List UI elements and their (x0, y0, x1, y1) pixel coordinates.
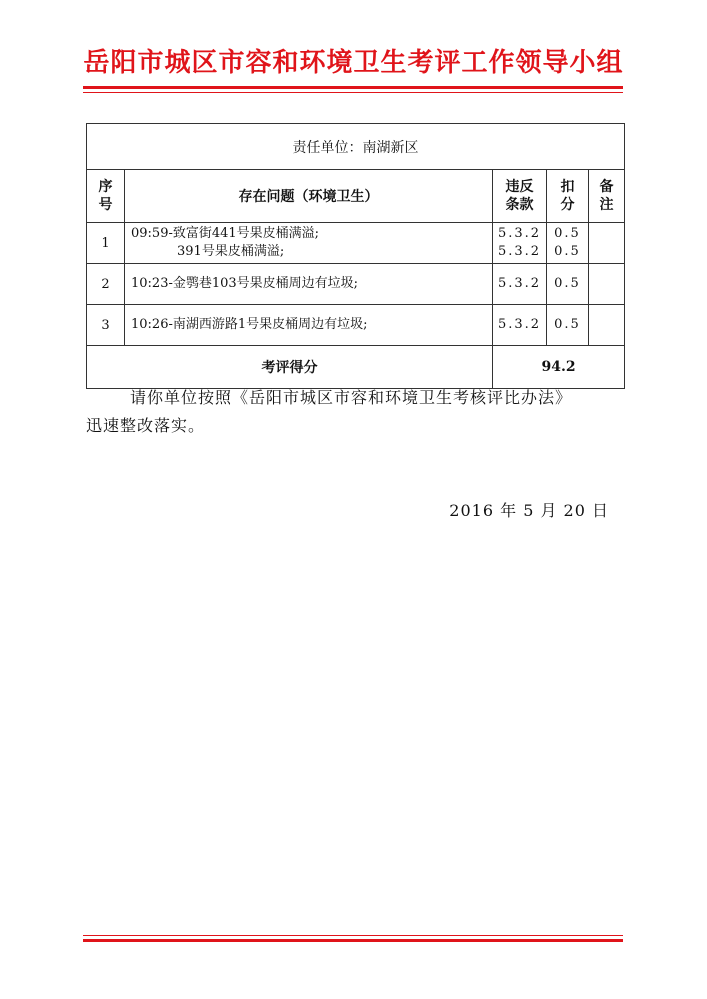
score-value: 94.2 (493, 346, 625, 389)
col-clause-header-line: 条款 (505, 197, 534, 213)
unit-label: 责任单位： (292, 139, 363, 156)
row-remark (589, 305, 625, 346)
header-rule-thick (83, 86, 623, 89)
clause-line: 5.3.2 (497, 317, 542, 332)
deduct-line: 0.5 (554, 317, 581, 332)
row-seq: 2 (87, 264, 125, 305)
row-clause (493, 223, 547, 264)
col-deduct-header-line: 分 (560, 197, 575, 213)
row-seq: 3 (87, 305, 125, 346)
deduct-line: 0.5 (554, 244, 581, 259)
deduct-line: 0.5 (554, 226, 581, 241)
table-row (87, 223, 625, 264)
unit-row (87, 124, 625, 170)
row-clause (493, 305, 547, 346)
row-problem (125, 305, 493, 346)
col-deduct-header-line: 扣 (560, 179, 575, 195)
unit-name: 南湖新区 (362, 139, 419, 156)
row-deduct (547, 264, 589, 305)
footer-rule-thin (83, 935, 623, 936)
col-deduct-header (547, 170, 589, 223)
score-row (87, 346, 625, 389)
problem-line: 10:26-南湖西游路1号果皮桶周边有垃圾; (131, 317, 368, 332)
score-label: 考评得分 (87, 346, 493, 389)
row-deduct (547, 223, 589, 264)
row-clause (493, 264, 547, 305)
table-row (87, 305, 625, 346)
col-seq-header-line: 号 (98, 197, 113, 213)
col-remark-header (589, 170, 625, 223)
col-seq-header (87, 170, 125, 223)
document-header-title: 岳阳市城区市容和环境卫生考评工作领导小组 (83, 48, 624, 78)
clause-line: 5.3.2 (497, 244, 542, 259)
document-date: 2016 年 5 月 20 日 (449, 501, 609, 520)
problem-line: 391号果皮桶满溢; (177, 244, 285, 259)
row-deduct (547, 305, 589, 346)
instruction-paragraph (86, 384, 626, 440)
row-problem (125, 264, 493, 305)
row-problem (125, 223, 493, 264)
col-remark-header-line: 备 (599, 179, 614, 195)
col-seq-header-line: 序 (98, 179, 113, 195)
problem-line: 10:23-金鹗巷103号果皮桶周边有垃圾; (131, 276, 359, 291)
problem-line: 09:59-致富街441号果皮桶满溢; (131, 226, 320, 241)
header-row (87, 170, 625, 223)
col-problem-header: 存在问题（环境卫生） (125, 170, 493, 223)
deduct-line: 0.5 (554, 276, 581, 291)
col-clause-header (493, 170, 547, 223)
instruction-line: 请你单位按照《岳阳市城区市容和环境卫生考核评比办法》 (130, 388, 573, 407)
col-remark-header-line: 注 (599, 197, 614, 213)
unit-cell (87, 124, 625, 170)
instruction-line: 迅速整改落实。 (86, 416, 206, 435)
footer-rule-thick (83, 939, 623, 942)
header-rule-thin (83, 92, 623, 93)
inspection-table (86, 123, 625, 389)
col-clause-header-line: 违反 (505, 179, 534, 195)
clause-line: 5.3.2 (497, 276, 542, 291)
row-remark (589, 264, 625, 305)
row-seq: 1 (87, 223, 125, 264)
table-row (87, 264, 625, 305)
row-remark (589, 223, 625, 264)
clause-line: 5.3.2 (497, 226, 542, 241)
